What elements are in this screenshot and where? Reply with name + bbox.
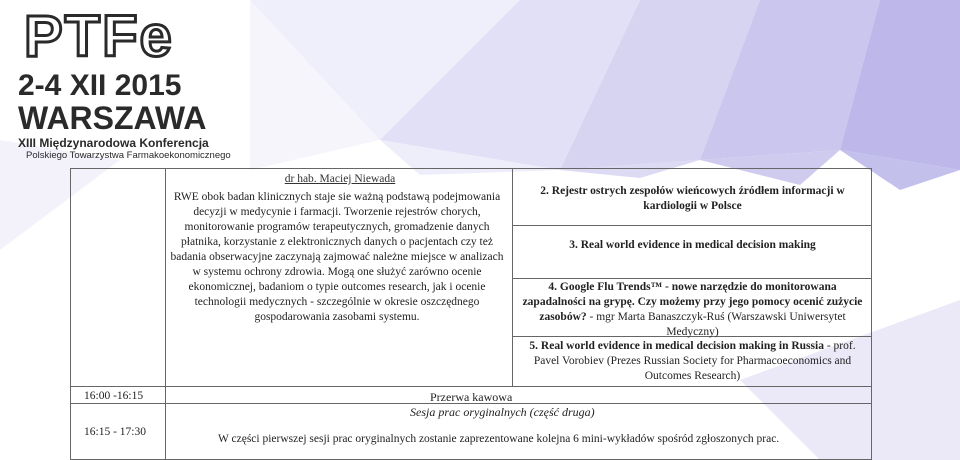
table-top-border [70, 168, 872, 169]
talk-item-4 [520, 280, 865, 340]
break-row-top [70, 386, 872, 387]
table-right-border [871, 168, 872, 460]
time-slot-session: 16:15 - 17:30 [84, 426, 146, 438]
logo-dates: 2-4 XII 2015 [18, 69, 182, 102]
logo-title: PTFe [24, 4, 174, 69]
right-row-line-2 [512, 278, 872, 279]
conference-logo [18, 4, 248, 161]
talk-title: 4. Google Flu Trends™ - nowe narzędzie do monitorowana zapadalności na grypę. Czy możemy przy jego pomocy ocenić zużycie zasobów? [522, 281, 863, 323]
talk-title: 5. Real world evidence in medical decision making in Russia [529, 340, 824, 352]
speaker-name: dr hab. Maciej Niewada [284, 173, 396, 185]
logo-conference: XIII Międzynarodowa Konferencja [18, 136, 209, 150]
talk-item-3 [520, 238, 865, 253]
talk-speaker: - prof. Pavel Vorobiev (Prezes Russian Society for Pharmacoeconomics and Outcomes Research) [533, 340, 856, 382]
time-slot-break: 16:00 -16:15 [84, 390, 144, 402]
logo-city: WARSZAWA [18, 100, 207, 136]
logo-organizer: Polskiego Towarzystwa Farmakoekonomicznego [26, 150, 231, 161]
talk-title: 2. Rejestr ostrych zespołów wieńcowych źródłem informacji w kardiologii w Polsce [540, 185, 845, 212]
middle-column-divider [512, 168, 513, 386]
time-column-divider [165, 168, 166, 459]
talk-speaker: - mgr Marta Banaszczyk-Ruś (Warszawski Uniwersytet Medyczny) [586, 311, 846, 338]
session-description: W części pierwszej sesji prac oryginalnych zostanie zaprezentowane kolejna 6 mini-wykładów spośród zgłoszonych prac. [218, 433, 780, 445]
session-title: Sesja prac oryginalnych (część druga) [410, 405, 595, 419]
session-abstract: RWE obok badan klinicznych staje sie ważną podstawą podejmowania decyzji w medycynie i farmacji. Tworzenie rejestrów chorych, monitorowanie programów terapeutycznych, gromadzenie danych płatnika, korzystanie z elektronicznych danych o pacjentach czy też badania obserwacyjne zaczynają zajmować należne miejsce w analizach w systemu ochrony zdrowia. Mogą one służyć zarówno ocenie ekonomicznej, badaniom o typie outcomes research, jak i ocenie technologii medycznych - szczególnie w okresie oszczędnego gospodarowania zasobami systemu. [170, 191, 504, 323]
talk-title: 3. Real world evidence in medical decision making [569, 239, 816, 251]
talk-item-5 [520, 339, 865, 384]
talk-item-2 [520, 184, 865, 214]
table-left-border [70, 168, 71, 460]
coffee-break-label: Przerwa kawowa [430, 390, 513, 404]
right-row-line-1 [512, 225, 872, 226]
